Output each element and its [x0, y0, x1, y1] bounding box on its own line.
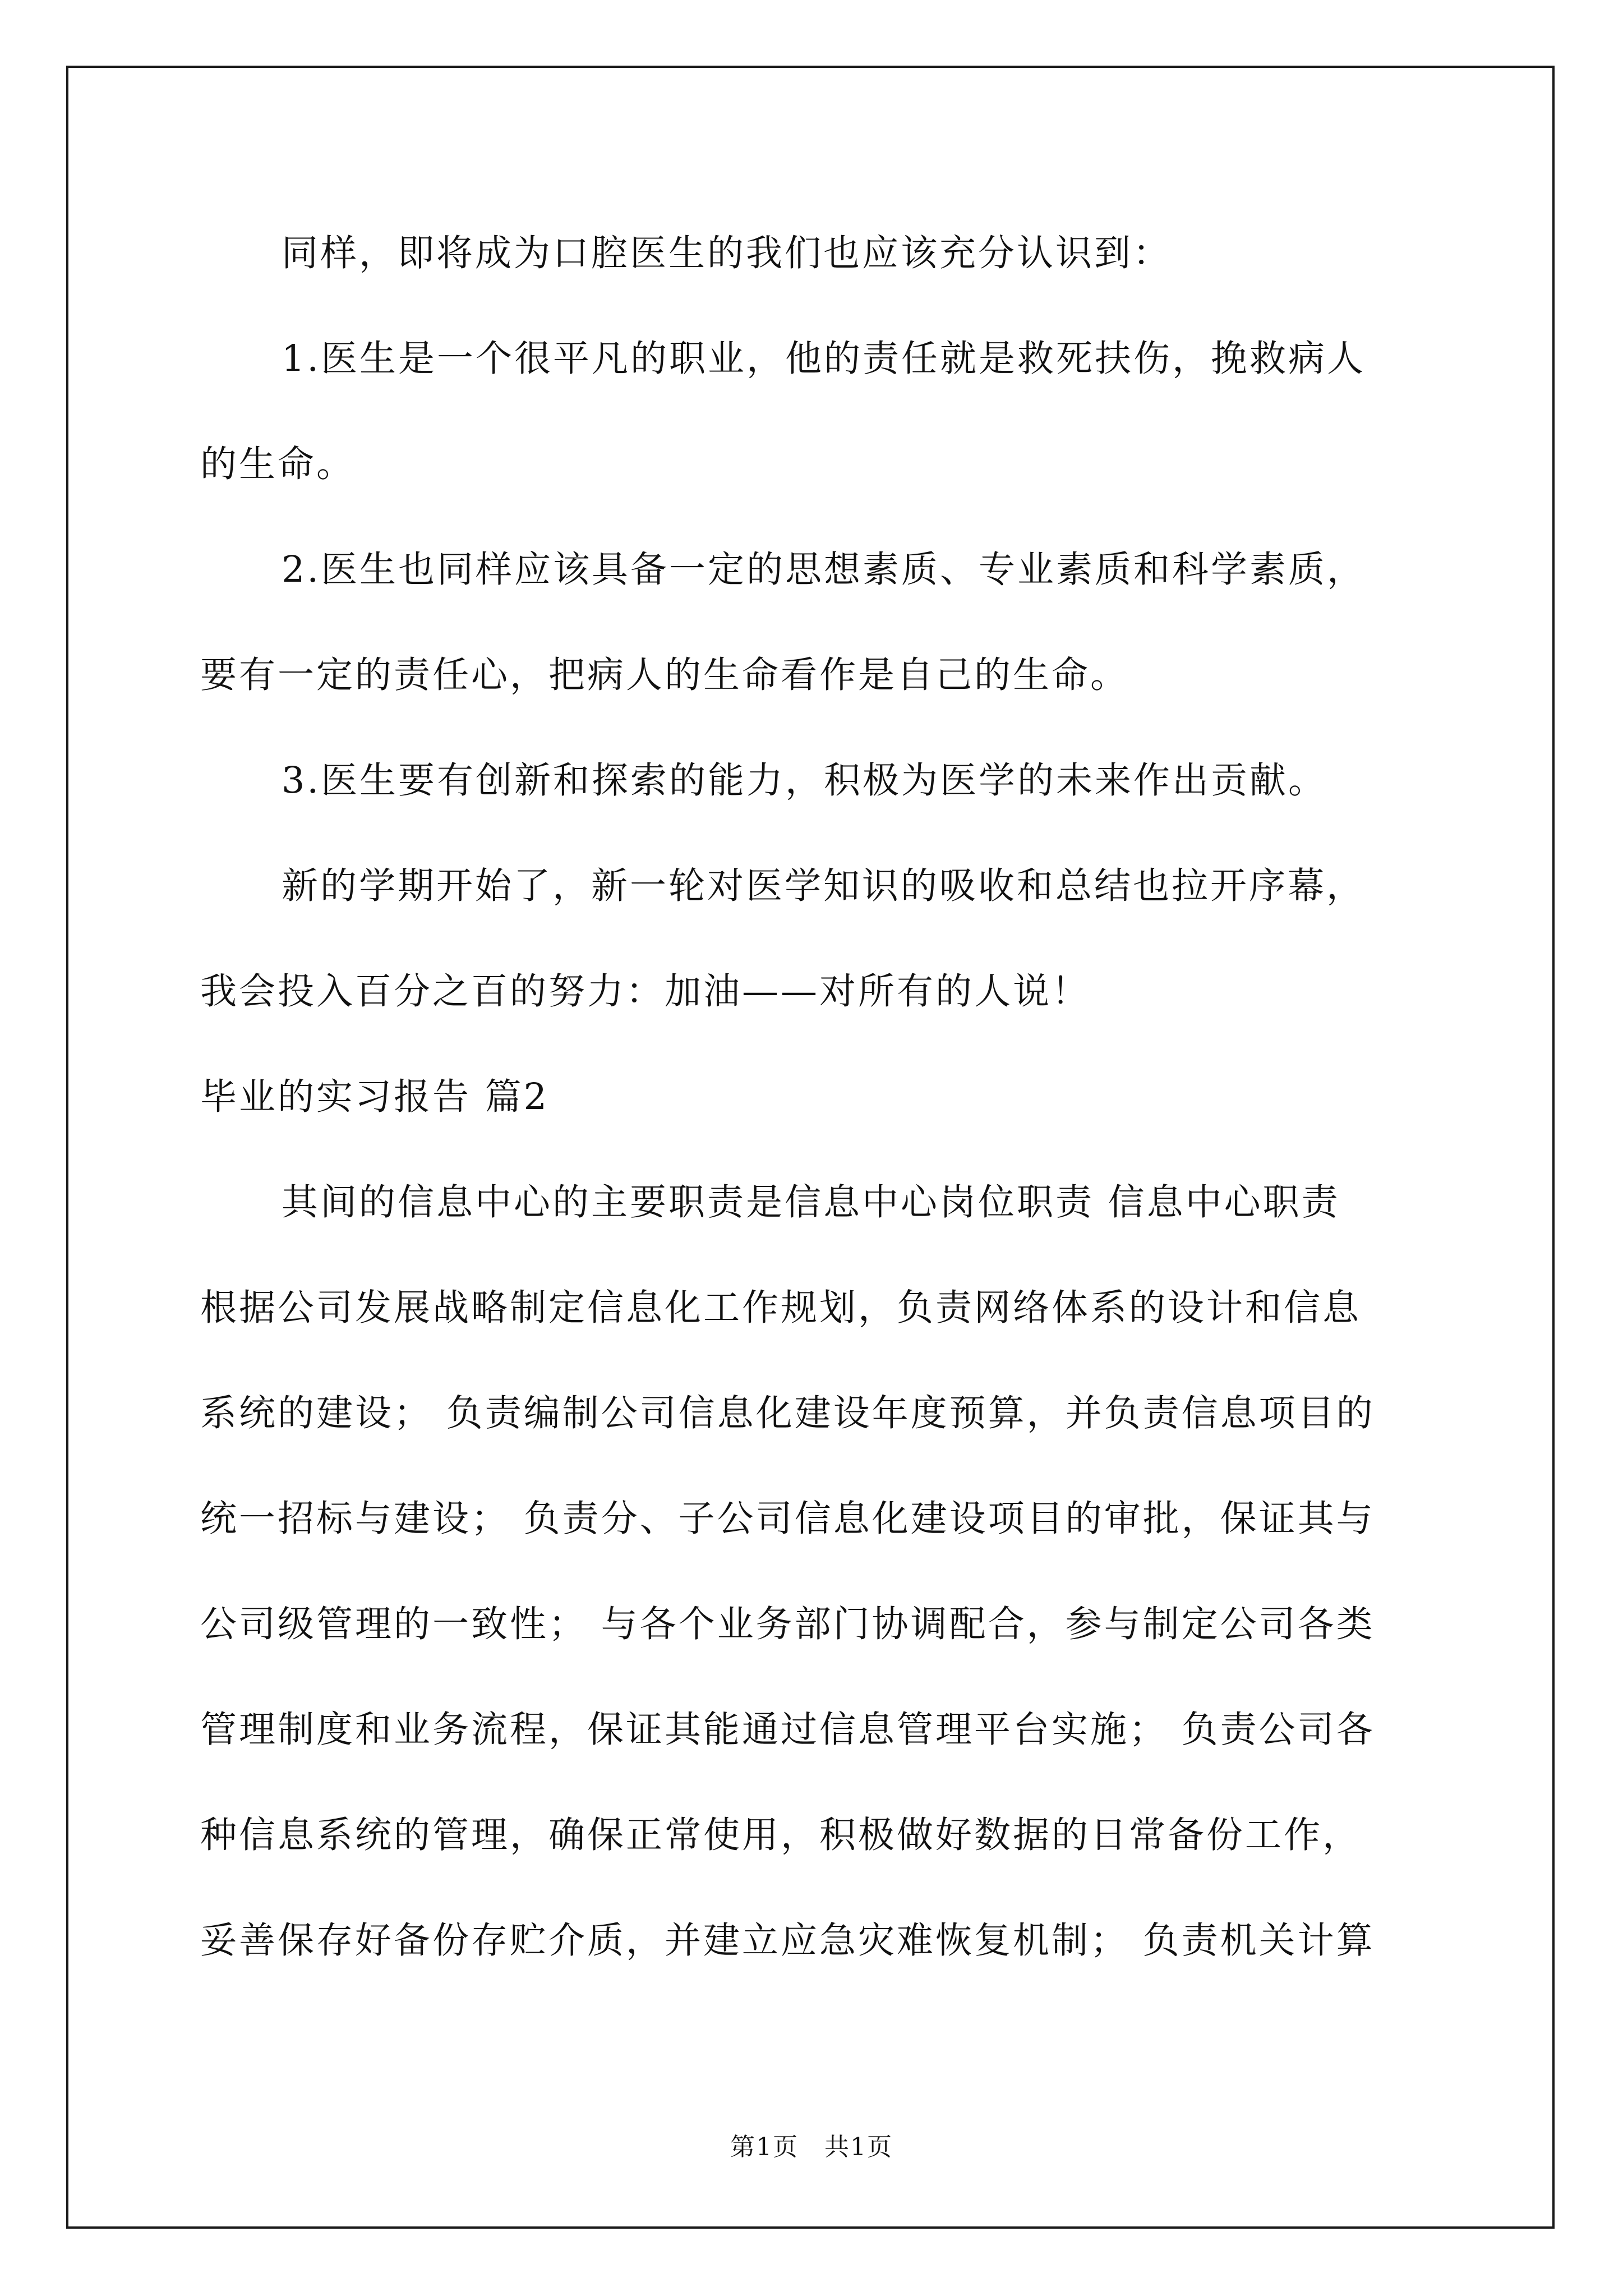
paragraph-line: 其间的信息中心的主要职责是信息中心岗位职责 信息中心职责: [282, 1181, 1340, 1223]
paragraph-line: 统一招标与建设； 负责分、子公司信息化建设项目的审批，保证其与: [200, 1498, 1375, 1540]
paragraph-line: 种信息系统的管理，确保正常使用，积极做好数据的日常备份工作，: [200, 1814, 1362, 1856]
paragraph-line: 系统的建设； 负责编制公司信息化建设年度预算，并负责信息项目的: [200, 1392, 1375, 1434]
section-heading: 毕业的实习报告 篇2: [200, 1076, 550, 1118]
paragraph-line: 的生命。: [200, 443, 356, 485]
paragraph-line: 妥善保存好备份存贮介质，并建立应急灾难恢复机制； 负责机关计算: [200, 1920, 1375, 1962]
paragraph-line: 1.医生是一个很平凡的职业，他的责任就是救死扶伤，挽救病人: [282, 338, 1366, 380]
paragraph-line: 要有一定的责任心，把病人的生命看作是自己的生命。: [200, 654, 1129, 696]
paragraph-line: 根据公司发展战略制定信息化工作规划，负责网络体系的设计和信息: [200, 1287, 1362, 1329]
page-footer: 第1页 共1页: [730, 2133, 893, 2161]
paragraph-line: 同样，即将成为口腔医生的我们也应该充分认识到：: [282, 232, 1172, 274]
paragraph-line: 公司级管理的一致性； 与各个业务部门协调配合，参与制定公司各类: [200, 1603, 1375, 1645]
page-border: [66, 66, 1555, 2229]
paragraph-line: 2.医生也同样应该具备一定的思想素质、专业素质和科学素质，: [282, 549, 1366, 591]
paragraph-line: 管理制度和业务流程，保证其能通过信息管理平台实施； 负责公司各: [200, 1709, 1375, 1751]
paragraph-line: 新的学期开始了，新一轮对医学知识的吸收和总结也拉开序幕，: [282, 865, 1366, 907]
paragraph-line: 我会投入百分之百的努力：加油——对所有的人说！: [200, 970, 1091, 1013]
paragraph-line: 3.医生要有创新和探索的能力，积极为医学的未来作出贡献。: [282, 760, 1327, 802]
